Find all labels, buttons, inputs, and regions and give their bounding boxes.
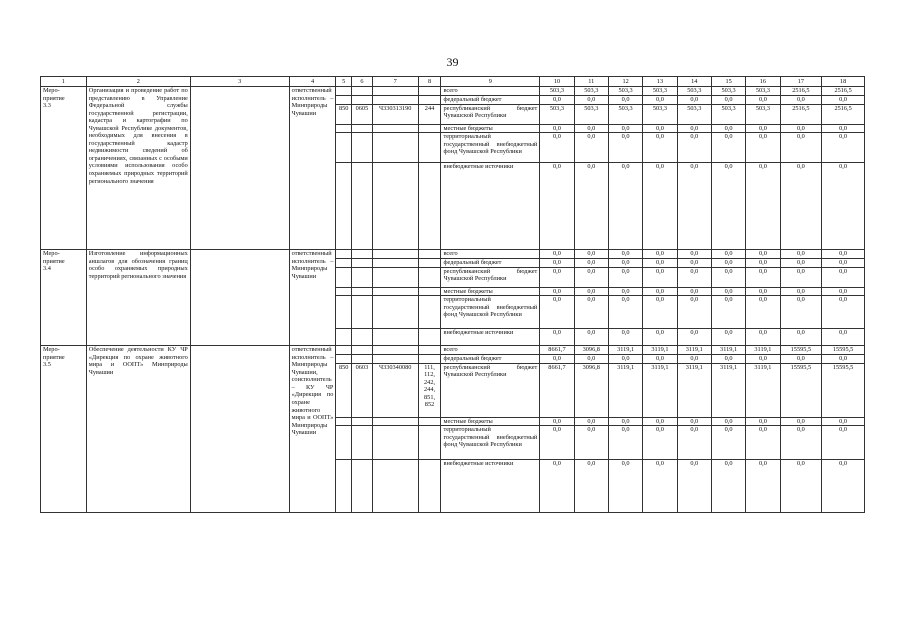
measure-name: Меро- приятие 3.5 [41, 346, 87, 513]
code-vr [418, 124, 441, 133]
value-cell: 0,0 [822, 250, 865, 259]
code-csr [372, 355, 418, 364]
funding-source: местные бюджеты [441, 417, 540, 426]
value-cell: 0,0 [746, 355, 780, 364]
value-cell: 0,0 [574, 133, 608, 163]
funding-source: федеральный бюджет [441, 259, 540, 268]
code-gr [336, 417, 352, 426]
column-number-16: 16 [746, 77, 780, 87]
value-cell: 503,3 [677, 87, 711, 96]
value-cell: 0,0 [643, 124, 677, 133]
value-cell: 0,0 [711, 259, 745, 268]
funding-source: местные бюджеты [441, 287, 540, 296]
value-cell: 0,0 [822, 426, 865, 460]
value-cell: 0,0 [574, 417, 608, 426]
table-row [41, 87, 865, 96]
funding-source: всего [441, 250, 540, 259]
column-number-row [41, 77, 865, 87]
column-number-18: 18 [822, 77, 865, 87]
column-number-15: 15 [711, 77, 745, 87]
value-cell: 0,0 [540, 426, 574, 460]
value-cell: 0,0 [780, 296, 822, 329]
code-csr [372, 296, 418, 329]
page-number: 39 [446, 55, 459, 69]
value-cell: 0,0 [608, 250, 642, 259]
table-row [41, 346, 865, 355]
value-cell: 0,0 [643, 133, 677, 163]
value-cell: 0,0 [822, 124, 865, 133]
value-cell: 0,0 [608, 296, 642, 329]
value-cell: 0,0 [540, 250, 574, 259]
value-cell: 0,0 [540, 460, 574, 513]
empty-cell [190, 87, 289, 250]
funding-source: внебюджетные источники [441, 163, 540, 250]
funding-source: федеральный бюджет [441, 96, 540, 105]
funding-source: внебюджетные источники [441, 329, 540, 346]
value-cell: 0,0 [780, 426, 822, 460]
code-gr [336, 259, 352, 268]
value-cell: 0,0 [540, 329, 574, 346]
value-cell: 0,0 [608, 329, 642, 346]
code-vr [418, 426, 441, 460]
value-cell: 0,0 [574, 163, 608, 250]
value-cell: 0,0 [643, 460, 677, 513]
code-rz [352, 296, 373, 329]
code-gr [336, 124, 352, 133]
code-gr [336, 287, 352, 296]
code-vr [418, 355, 441, 364]
value-cell: 0,0 [711, 287, 745, 296]
column-number-8: 8 [418, 77, 441, 87]
code-csr [372, 124, 418, 133]
column-number-17: 17 [780, 77, 822, 87]
value-cell: 0,0 [574, 287, 608, 296]
funding-source: республиканский бюджет Чувашской Республики [441, 267, 540, 287]
value-cell: 0,0 [574, 460, 608, 513]
value-cell: 0,0 [608, 96, 642, 105]
value-cell: 0,0 [711, 250, 745, 259]
code-csr [372, 426, 418, 460]
code-rz [352, 250, 373, 259]
value-cell: 0,0 [608, 426, 642, 460]
value-cell: 0,0 [643, 426, 677, 460]
code-gr: 850 [336, 363, 352, 417]
code-vr [418, 346, 441, 355]
value-cell: 0,0 [540, 355, 574, 364]
value-cell: 0,0 [746, 250, 780, 259]
code-gr [336, 296, 352, 329]
code-gr [336, 250, 352, 259]
value-cell: 0,0 [746, 417, 780, 426]
responsible-executor: ответственный исполнитель – Минприроды Чувашии [289, 250, 336, 346]
value-cell: 0,0 [643, 287, 677, 296]
value-cell: 503,3 [574, 87, 608, 96]
code-rz [352, 355, 373, 364]
value-cell: 0,0 [780, 417, 822, 426]
value-cell: 2516,5 [780, 104, 822, 124]
value-cell: 0,0 [746, 259, 780, 268]
value-cell: 503,3 [711, 87, 745, 96]
value-cell: 0,0 [608, 259, 642, 268]
code-vr: 244 [418, 104, 441, 124]
value-cell: 0,0 [677, 355, 711, 364]
value-cell: 0,0 [677, 426, 711, 460]
value-cell: 15595,5 [822, 363, 865, 417]
value-cell: 0,0 [711, 133, 745, 163]
funding-source: территориальный государственный внебюджетный фонд Чувашской Республики [441, 133, 540, 163]
funding-source: республиканский бюджет Чувашской Республики [441, 104, 540, 124]
column-number-3: 3 [190, 77, 289, 87]
code-rz [352, 96, 373, 105]
value-cell: 0,0 [822, 96, 865, 105]
value-cell: 0,0 [540, 417, 574, 426]
table-row [41, 250, 865, 259]
value-cell: 0,0 [746, 124, 780, 133]
code-gr [336, 96, 352, 105]
funding-source: федеральный бюджет [441, 355, 540, 364]
code-csr [372, 259, 418, 268]
funding-source: территориальный государственный внебюджетный фонд Чувашской Республики [441, 426, 540, 460]
value-cell: 0,0 [746, 296, 780, 329]
value-cell: 15595,5 [780, 363, 822, 417]
column-number-5: 5 [336, 77, 352, 87]
value-cell: 0,0 [574, 250, 608, 259]
value-cell: 3119,1 [746, 363, 780, 417]
value-cell: 0,0 [608, 124, 642, 133]
code-csr [372, 133, 418, 163]
value-cell: 503,3 [608, 104, 642, 124]
column-number-6: 6 [352, 77, 373, 87]
column-number-11: 11 [574, 77, 608, 87]
measure-description: Изготовление информационных аншлагов для обозначения границ особо охраняемых природных территорий регионального значения [86, 250, 190, 346]
value-cell: 0,0 [780, 460, 822, 513]
code-csr [372, 250, 418, 259]
value-cell: 0,0 [574, 296, 608, 329]
value-cell: 503,3 [677, 104, 711, 124]
code-rz [352, 163, 373, 250]
value-cell: 0,0 [780, 250, 822, 259]
value-cell: 0,0 [540, 267, 574, 287]
value-cell: 3096,8 [574, 346, 608, 355]
code-rz [352, 287, 373, 296]
value-cell: 0,0 [780, 133, 822, 163]
value-cell: 0,0 [574, 426, 608, 460]
value-cell: 0,0 [608, 133, 642, 163]
value-cell: 0,0 [822, 417, 865, 426]
value-cell: 3119,1 [746, 346, 780, 355]
measure-name: Меро- приятие 3.3 [41, 87, 87, 250]
value-cell: 0,0 [608, 163, 642, 250]
code-vr [418, 163, 441, 250]
value-cell: 0,0 [677, 250, 711, 259]
value-cell: 0,0 [746, 287, 780, 296]
value-cell: 0,0 [677, 417, 711, 426]
table-body [41, 87, 865, 513]
code-rz [352, 267, 373, 287]
value-cell: 0,0 [574, 96, 608, 105]
value-cell: 3119,1 [608, 346, 642, 355]
code-csr [372, 163, 418, 250]
value-cell: 0,0 [677, 296, 711, 329]
value-cell: 503,3 [643, 87, 677, 96]
code-csr [372, 329, 418, 346]
value-cell: 8661,7 [540, 346, 574, 355]
value-cell: 0,0 [711, 96, 745, 105]
value-cell: 3119,1 [643, 346, 677, 355]
column-number-1: 1 [41, 77, 87, 87]
value-cell: 0,0 [711, 163, 745, 250]
code-gr [336, 329, 352, 346]
value-cell: 0,0 [643, 329, 677, 346]
code-rz [352, 124, 373, 133]
code-rz: 0605 [352, 104, 373, 124]
code-vr [418, 287, 441, 296]
code-vr: 111, 112, 242, 244, 851, 852 [418, 363, 441, 417]
value-cell: 0,0 [746, 460, 780, 513]
code-vr [418, 259, 441, 268]
value-cell: 0,0 [677, 287, 711, 296]
value-cell: 0,0 [540, 259, 574, 268]
code-rz [352, 133, 373, 163]
code-gr [336, 133, 352, 163]
value-cell: 0,0 [677, 96, 711, 105]
value-cell: 0,0 [540, 133, 574, 163]
value-cell: 0,0 [746, 133, 780, 163]
value-cell: 0,0 [822, 287, 865, 296]
value-cell: 15595,5 [822, 346, 865, 355]
value-cell: 0,0 [711, 355, 745, 364]
code-rz [352, 346, 373, 355]
code-csr [372, 460, 418, 513]
value-cell: 0,0 [540, 124, 574, 133]
code-vr [418, 267, 441, 287]
value-cell: 2516,5 [780, 87, 822, 96]
value-cell: 0,0 [643, 163, 677, 250]
measure-description: Организация и проведение работ по представлению в Управление Федеральной службы государственной регистрации, кадастра и картографии по Чувашской Республике документов, необходимых для внесения в государственный кадастр недвижимости сведений об ограничениях, связанных с особыми условиями использования особо охраняемых природных территорий регионального значения [86, 87, 190, 250]
value-cell: 0,0 [822, 259, 865, 268]
code-gr [336, 460, 352, 513]
value-cell: 0,0 [822, 329, 865, 346]
value-cell: 0,0 [643, 259, 677, 268]
funding-source: республиканский бюджет Чувашской Республики [441, 363, 540, 417]
value-cell: 0,0 [711, 296, 745, 329]
value-cell: 0,0 [643, 267, 677, 287]
value-cell: 503,3 [746, 87, 780, 96]
value-cell: 3119,1 [643, 363, 677, 417]
value-cell: 0,0 [608, 287, 642, 296]
value-cell: 0,0 [540, 96, 574, 105]
value-cell: 0,0 [643, 250, 677, 259]
value-cell: 0,0 [677, 124, 711, 133]
value-cell: 503,3 [643, 104, 677, 124]
value-cell: 0,0 [677, 133, 711, 163]
value-cell: 0,0 [746, 267, 780, 287]
column-number-9: 9 [441, 77, 540, 87]
code-gr [336, 163, 352, 250]
code-gr [336, 346, 352, 355]
value-cell: 503,3 [540, 104, 574, 124]
column-number-10: 10 [540, 77, 574, 87]
column-number-12: 12 [608, 77, 642, 87]
code-rz [352, 426, 373, 460]
code-vr [418, 96, 441, 105]
value-cell: 0,0 [608, 417, 642, 426]
value-cell: 0,0 [711, 426, 745, 460]
code-vr [418, 460, 441, 513]
code-vr [418, 329, 441, 346]
value-cell: 0,0 [540, 287, 574, 296]
value-cell: 0,0 [746, 426, 780, 460]
value-cell: 0,0 [711, 417, 745, 426]
responsible-executor: ответственный исполнитель – Минприроды Чувашии, соисполнитель – КУ ЧР «Дирекция по охране животного мира и ООПТ» Минприроды Чувашии [289, 346, 336, 513]
code-rz [352, 329, 373, 346]
code-csr [372, 267, 418, 287]
funding-source: всего [441, 87, 540, 96]
value-cell: 8661,7 [540, 363, 574, 417]
value-cell: 0,0 [822, 296, 865, 329]
code-rz [352, 259, 373, 268]
code-vr [418, 133, 441, 163]
code-vr [418, 417, 441, 426]
value-cell: 0,0 [780, 355, 822, 364]
code-rz [352, 417, 373, 426]
value-cell: 0,0 [677, 259, 711, 268]
code-csr: Ч330340080 [372, 363, 418, 417]
value-cell: 0,0 [677, 163, 711, 250]
measure-name: Меро- приятие 3.4 [41, 250, 87, 346]
code-rz: 0603 [352, 363, 373, 417]
code-gr [336, 426, 352, 460]
measure-description: Обеспечение деятельности КУ ЧР «Дирекция по охране животного мира и ООПТ» Минприроды Чувашии [86, 346, 190, 513]
code-rz [352, 460, 373, 513]
code-csr [372, 417, 418, 426]
column-number-2: 2 [86, 77, 190, 87]
value-cell: 0,0 [822, 267, 865, 287]
value-cell: 0,0 [540, 163, 574, 250]
value-cell: 0,0 [643, 96, 677, 105]
value-cell: 0,0 [822, 163, 865, 250]
value-cell: 3119,1 [677, 363, 711, 417]
value-cell: 503,3 [746, 104, 780, 124]
value-cell: 0,0 [711, 329, 745, 346]
code-csr [372, 87, 418, 96]
value-cell: 0,0 [643, 355, 677, 364]
value-cell: 3119,1 [711, 363, 745, 417]
code-gr [336, 267, 352, 287]
value-cell: 0,0 [574, 355, 608, 364]
value-cell: 0,0 [780, 124, 822, 133]
value-cell: 2516,5 [822, 87, 865, 96]
value-cell: 2516,5 [822, 104, 865, 124]
code-csr [372, 96, 418, 105]
column-number-14: 14 [677, 77, 711, 87]
value-cell: 0,0 [540, 296, 574, 329]
value-cell: 0,0 [608, 460, 642, 513]
code-csr [372, 287, 418, 296]
code-gr: 850 [336, 104, 352, 124]
value-cell: 0,0 [608, 267, 642, 287]
value-cell: 3119,1 [608, 363, 642, 417]
value-cell: 0,0 [574, 329, 608, 346]
value-cell: 0,0 [822, 460, 865, 513]
code-vr [418, 296, 441, 329]
value-cell: 0,0 [574, 259, 608, 268]
code-rz [352, 87, 373, 96]
budget-table [40, 76, 865, 513]
value-cell: 0,0 [822, 355, 865, 364]
value-cell: 503,3 [540, 87, 574, 96]
value-cell: 0,0 [746, 96, 780, 105]
column-number-4: 4 [289, 77, 336, 87]
funding-source: территориальный государственный внебюджетный фонд Чувашской Республики [441, 296, 540, 329]
value-cell: 3096,8 [574, 363, 608, 417]
value-cell: 0,0 [608, 355, 642, 364]
value-cell: 0,0 [780, 329, 822, 346]
value-cell: 0,0 [574, 267, 608, 287]
value-cell: 503,3 [574, 104, 608, 124]
value-cell: 0,0 [780, 163, 822, 250]
value-cell: 0,0 [574, 124, 608, 133]
value-cell: 0,0 [822, 133, 865, 163]
value-cell: 0,0 [677, 460, 711, 513]
empty-cell [190, 250, 289, 346]
value-cell: 0,0 [711, 267, 745, 287]
value-cell: 0,0 [643, 296, 677, 329]
value-cell: 15595,5 [780, 346, 822, 355]
value-cell: 503,3 [608, 87, 642, 96]
value-cell: 503,3 [711, 104, 745, 124]
code-vr [418, 250, 441, 259]
column-number-7: 7 [372, 77, 418, 87]
value-cell: 0,0 [746, 163, 780, 250]
empty-cell [190, 346, 289, 513]
value-cell: 3119,1 [711, 346, 745, 355]
value-cell: 0,0 [780, 259, 822, 268]
code-gr [336, 87, 352, 96]
code-csr [372, 346, 418, 355]
code-gr [336, 355, 352, 364]
funding-source: местные бюджеты [441, 124, 540, 133]
value-cell: 0,0 [711, 460, 745, 513]
value-cell: 0,0 [677, 329, 711, 346]
value-cell: 0,0 [780, 287, 822, 296]
code-csr: Ч330313190 [372, 104, 418, 124]
funding-source: внебюджетные источники [441, 460, 540, 513]
value-cell: 0,0 [643, 417, 677, 426]
value-cell: 0,0 [746, 329, 780, 346]
value-cell: 0,0 [711, 124, 745, 133]
column-number-13: 13 [643, 77, 677, 87]
responsible-executor: ответственный исполнитель – Минприроды Чувашии [289, 87, 336, 250]
value-cell: 0,0 [780, 96, 822, 105]
value-cell: 0,0 [677, 267, 711, 287]
code-vr [418, 87, 441, 96]
value-cell: 0,0 [780, 267, 822, 287]
value-cell: 3119,1 [677, 346, 711, 355]
funding-source: всего [441, 346, 540, 355]
